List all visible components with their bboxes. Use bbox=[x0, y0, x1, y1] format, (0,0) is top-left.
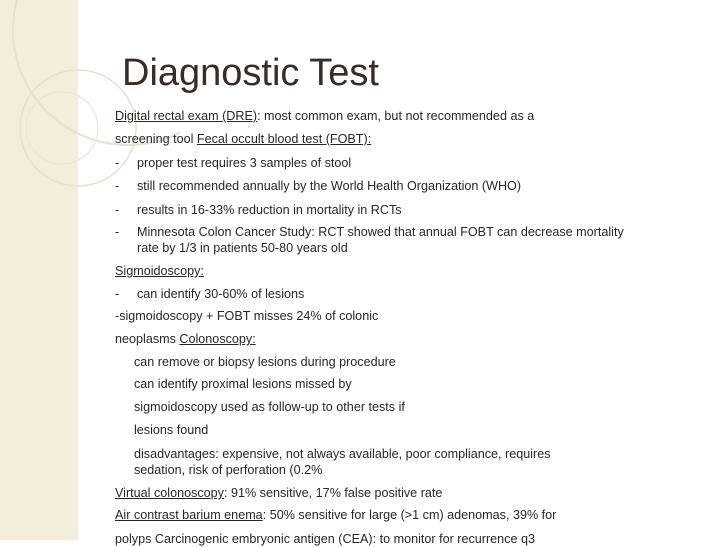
last-line: polyps Carcinogenic embryonic antigen (CEA): to monitor for recurrence q3 bbox=[115, 532, 535, 546]
dre-line bbox=[115, 108, 534, 124]
colonoscopy-line: disadvantages: expensive, not always available, poor compliance, requires bbox=[134, 447, 551, 461]
sigmoidoscopy-bullet: can identify 30-60% of lesions bbox=[137, 287, 305, 301]
fobt-bullet: still recommended annually by the World Health Organization (WHO) bbox=[137, 179, 522, 193]
colonoscopy-line: lesions found bbox=[134, 423, 209, 437]
colonoscopy-line: sedation, risk of perforation (0.2% bbox=[134, 463, 323, 477]
virtual-colonoscopy-line bbox=[115, 485, 442, 501]
fobt-bullet: Minnesota Colon Cancer Study: RCT showed that annual FOBT can decrease mortality bbox=[137, 225, 624, 239]
colonoscopy-line: can remove or biopsy lesions during procedure bbox=[134, 355, 396, 369]
dre-label: Digital rectal exam (DRE) bbox=[115, 109, 258, 123]
barium-enema-text: : 50% sensitive for large (>1 cm) adenomas, 39% for bbox=[262, 508, 557, 522]
sigmoidoscopy-label: Sigmoidoscopy: bbox=[115, 264, 204, 278]
bullet-dash: - bbox=[115, 179, 120, 193]
sigmoidoscopy-line: -sigmoidoscopy + FOBT misses 24% of colonic bbox=[115, 309, 379, 323]
bullet-dash: - bbox=[115, 287, 120, 301]
bullet-dash: - bbox=[115, 156, 120, 170]
barium-enema-label: Air contrast barium enema bbox=[115, 508, 263, 522]
barium-enema-line bbox=[115, 507, 556, 523]
virtual-colonoscopy-label: Virtual colonoscopy bbox=[115, 486, 224, 500]
slide-title: Diagnostic Test bbox=[122, 52, 379, 94]
fobt-bullet: proper test requires 3 samples of stool bbox=[137, 156, 352, 170]
colonoscopy-line: sigmoidoscopy used as follow-up to other tests if bbox=[134, 400, 405, 414]
virtual-colonoscopy-text: : 91% sensitive, 17% false positive rate bbox=[223, 486, 443, 500]
neoplasms-text: neoplasms bbox=[115, 332, 180, 346]
fobt-bullet-continued: rate by 1/3 in patients 50-80 years old bbox=[137, 241, 348, 255]
deco-circle-small bbox=[26, 92, 98, 164]
bullet-dash: - bbox=[115, 225, 120, 239]
decorative-circles bbox=[0, 0, 180, 260]
dre-text: : most common exam, but not recommended as a bbox=[257, 109, 535, 123]
fobt-bullet: results in 16-33% reduction in mortality in RCTs bbox=[137, 203, 402, 217]
fobt-label: Fecal occult blood test (FOBT): bbox=[196, 132, 372, 146]
screening-text: screening tool bbox=[115, 132, 197, 146]
neoplasms-line bbox=[115, 331, 256, 347]
colonoscopy-label: Colonoscopy: bbox=[179, 332, 256, 346]
colonoscopy-line: can identify proximal lesions missed by bbox=[134, 377, 352, 391]
bullet-dash: - bbox=[115, 203, 120, 217]
screening-line bbox=[115, 131, 371, 147]
